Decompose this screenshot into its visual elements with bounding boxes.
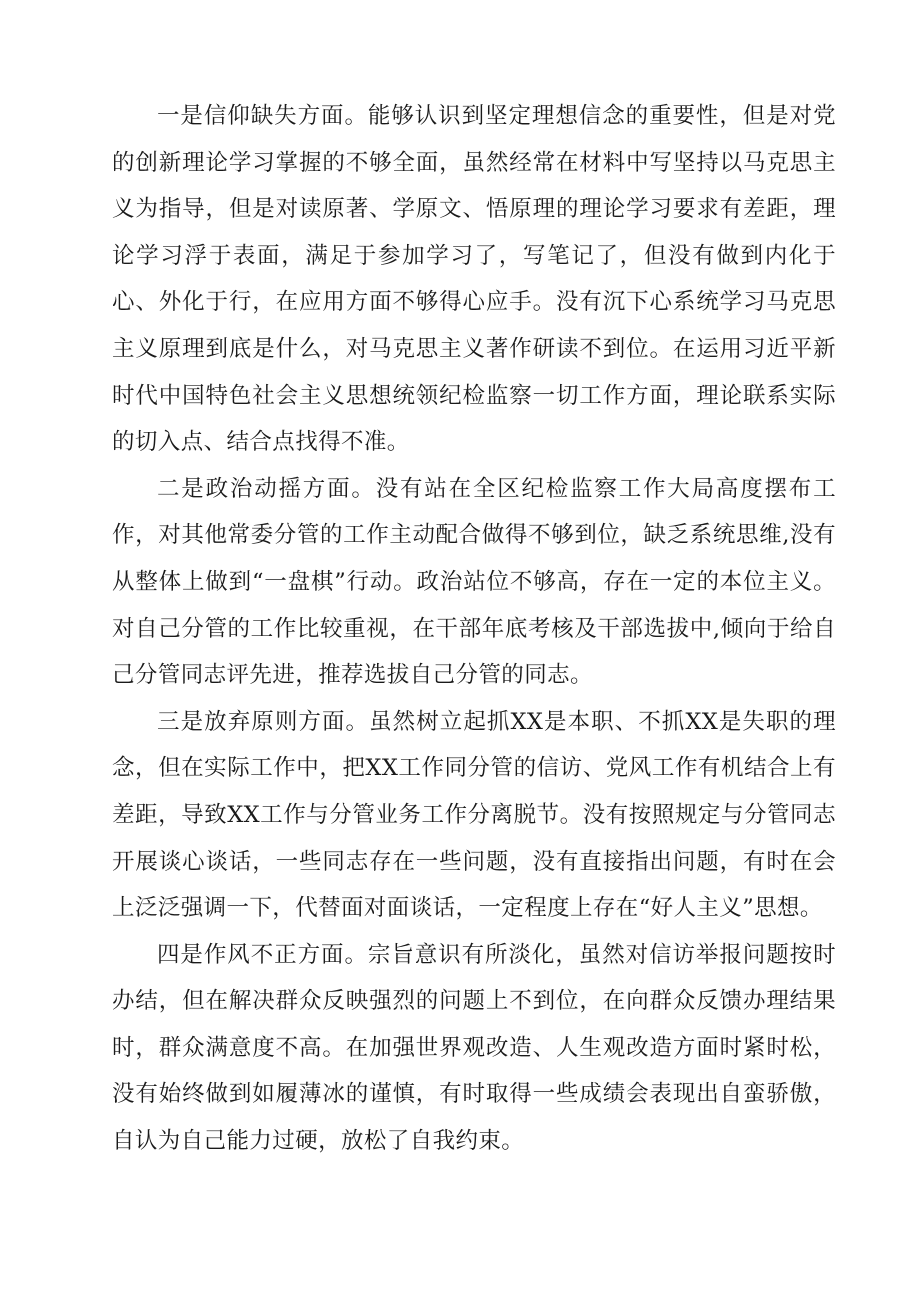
paragraph-faith: 一是信仰缺失方面。能够认识到坚定理想信念的重要性，但是对党的创新理论学习掌握的不够全面，虽然经常在材料中写坚持以马克思主义为指导，但是对读原著、学原文、悟原理的理论学习要求有差距，理论学习浮于表面，满足于参加学习了，写笔记了，但没有做到内化于心、外化于行，在应用方面不够得心应手。没有沉下心系统学习马克思主义原理到底是什么，对马克思主义著作研读不到位。在运用习近平新时代中国特色社会主义思想统领纪检监察一切工作方面，理论联系实际的切入点、结合点找得不准。 [112, 103, 836, 456]
document-body [112, 93, 836, 1165]
paragraph-conduct: 四是作风不正方面。宗旨意识有所淡化，虽然对信访举报问题按时办结，但在解决群众反映强烈的问题上不到位，在向群众反馈办理结果时，群众满意度不高。在加强世界观改造、人生观改造方面时紧时松，没有始终做到如履薄冰的谨慎，有时取得一些成绩会表现出自蛮骄傲，自认为自己能力过硬，放松了自我约束。 [112, 941, 836, 1155]
paragraph-politics: 二是政治动摇方面。没有站在全区纪检监察工作大局高度摆布工作，对其他常委分管的工作主动配合做得不够到位，缺乏系统思维,没有从整体上做到“一盘棋”行动。政治站位不够高，存在一定的本位主义。对自己分管的工作比较重视，在干部年底考核及干部选拔中,倾向于给自己分管同志评先进，推荐选拔自己分管的同志。 [112, 475, 836, 689]
paragraph-principles: 三是放弃原则方面。虽然树立起抓XX是本职、不抓XX是失职的理念，但在实际工作中，把XX工作同分管的信访、党风工作有机结合上有差距，导致XX工作与分管业务工作分离脱节。没有按照规定与分管同志开展谈心谈话，一些同志存在一些问题，没有直接指出问题，有时在会上泛泛强调一下，代替面对面谈话，一定程度上存在“好人主义”思想。 [112, 708, 836, 922]
